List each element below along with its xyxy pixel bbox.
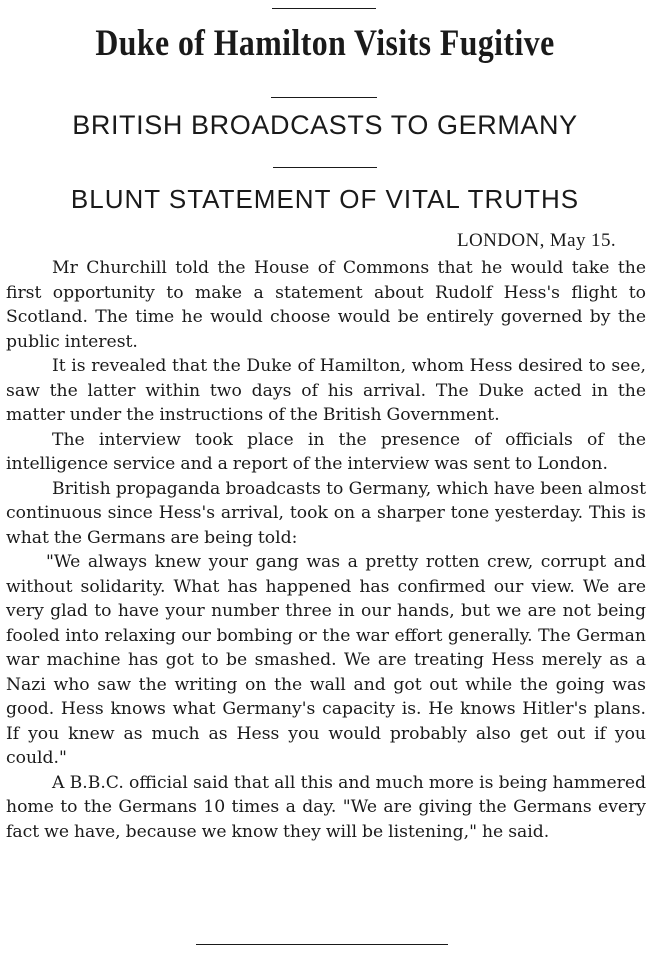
paragraph-quote: "We always knew your gang was a pretty rotten crew, corrupt and without solidarity. What has happened has confirmed our view. We are very glad to have your number three in our hands, but we are not being fooled into relaxing our bombing or the war effort generally. The German war machine has got to be smashed. We are treating Hess merely as a Nazi who saw the writing on the wall and got out while the going was good. Hess knows what Germany's capacity is. He knows Hitler's plans. If you knew as much as Hess you would probably also get out if you could.": [6, 552, 646, 768]
rule-under-subheadline: [273, 167, 377, 168]
top-rule: [272, 8, 376, 9]
paragraph-bbc-official: A B.B.C. official said that all this and much more is being hammered home to the Germans 10 times a day. "We are giving the Germans every fact we have, because we know they will be listening," he said.: [6, 772, 646, 842]
bottom-rule: [196, 944, 448, 945]
article-body: [6, 256, 646, 844]
paragraph-broadcasts: British propaganda broadcasts to Germany, which have been almost continuous since Hess's arrival, took on a sharper tone yesterday. This is what the Germans are being told:: [6, 478, 646, 548]
dateline: LONDON, May 15.: [456, 230, 616, 251]
paragraph-churchill: Mr Churchill told the House of Commons that he would take the first opportunity to make a statement about Rudolf Hess's flight to Scotland. The time he would choose would be entirely governed by the public interest.: [6, 258, 646, 352]
subheadline-blunt-statement: BLUNT STATEMENT OF VITAL TRUTHS: [70, 184, 580, 214]
subheadline-broadcasts: BRITISH BROADCASTS TO GERMANY: [72, 110, 578, 140]
paragraph-interview: The interview took place in the presence of officials of the intelligence service and a report of the interview was sent to London.: [6, 429, 646, 474]
paragraph-duke-of-hamilton: It is revealed that the Duke of Hamilton, whom Hess desired to see, saw the latter within two days of his arrival. The Duke acted in the matter under the instructions of the British Government.: [6, 356, 646, 425]
headline: Duke of Hamilton Visits Fugitive: [95, 23, 555, 64]
rule-under-headline: [271, 97, 377, 98]
